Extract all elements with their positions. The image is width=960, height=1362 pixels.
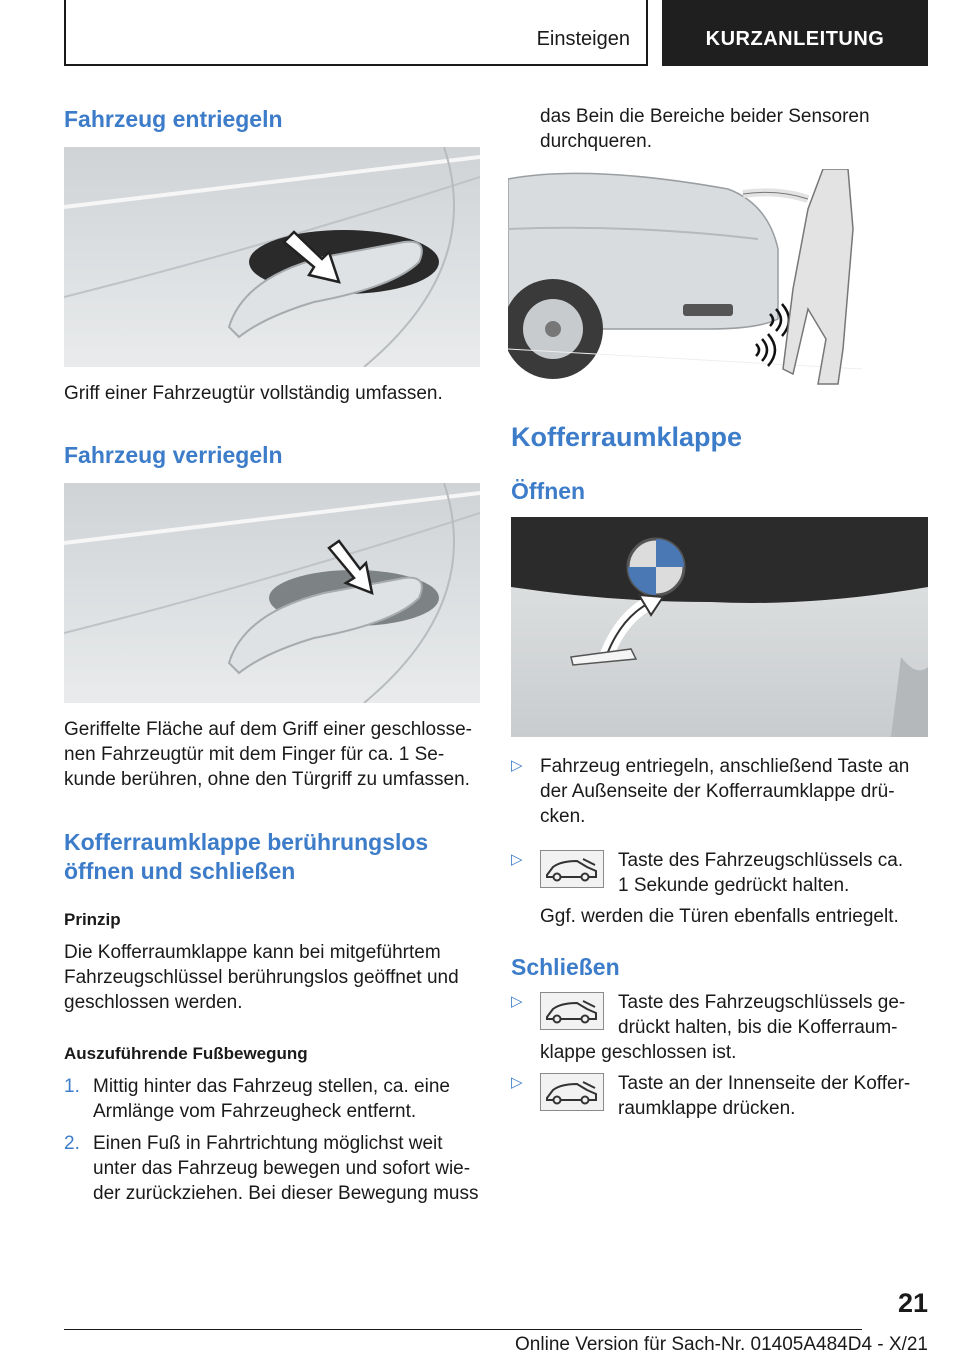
footer-divider	[64, 1329, 862, 1330]
principle-line-1: Die Kofferraumklappe kann bei mitgeführtem	[64, 942, 441, 963]
heading-close: Schließen	[511, 954, 620, 980]
heading-foot-movement: Auszuführende Fußbewegung	[64, 1044, 308, 1063]
list-item	[64, 1074, 480, 1124]
car-key-trunk-icon	[540, 1073, 604, 1111]
footer-online-version-link[interactable]: Online Version für Sach-Nr. 01405A484D4 - X/21	[515, 1334, 928, 1355]
heading-principle: Prinzip	[64, 910, 121, 929]
open-item-line: 1 Sekunde gedrückt halten.	[618, 875, 850, 896]
close-item-line: Taste an der Innenseite der Koffer-	[618, 1073, 911, 1094]
list-item	[64, 1131, 480, 1206]
step-line: unter das Fahrzeug bewegen und sofort wie-	[93, 1158, 471, 1179]
page-header	[64, 0, 928, 66]
step-line: der zurückziehen. Bei dieser Bewegung muss	[93, 1183, 479, 1204]
step-number: 1.	[64, 1076, 80, 1097]
principle-line-2: Fahrzeugschlüssel berührungslos geöffnet und	[64, 967, 459, 988]
heading-contactless-line-2: öffnen und schließen	[64, 858, 296, 884]
close-item-line: klappe geschlossen ist.	[540, 1042, 737, 1063]
open-item-line: Fahrzeug entriegeln, anschließend Taste an	[540, 756, 910, 777]
close-item-line: raumklappe drücken.	[618, 1098, 796, 1119]
header-section-box	[64, 0, 648, 66]
header-chapter-tab: KURZANLEITUNG	[662, 0, 928, 66]
list-item	[511, 990, 928, 1065]
list-marker-icon: ▷	[511, 993, 523, 1010]
continued-line-2: durchqueren.	[540, 131, 652, 152]
page-number: 21	[897, 1288, 928, 1318]
header-section-title: Einsteigen	[536, 28, 630, 50]
principle-line-3: geschlossen werden.	[64, 992, 243, 1013]
list-item	[511, 1071, 928, 1121]
foot-steps-list	[64, 1074, 480, 1206]
step-number: 2.	[64, 1133, 80, 1154]
open-item-line: der Außenseite der Kofferraumklappe drü-	[540, 781, 895, 802]
close-item-line: Taste des Fahrzeugschlüssels ge-	[618, 992, 906, 1013]
open-note: Ggf. werden die Türen ebenfalls entriegelt.	[540, 906, 899, 927]
lock-text-line-1: Geriffelte Fläche auf dem Griff einer geschlosse-	[64, 719, 472, 740]
continued-line-1: das Bein die Bereiche beider Sensoren	[540, 106, 870, 127]
step-line: Armlänge vom Fahrzeugheck entfernt.	[93, 1101, 417, 1122]
list-item	[511, 754, 928, 834]
lock-text-line-2: nen Fahrzeugtür mit dem Finger für ca. 1 Se-	[64, 744, 445, 765]
list-marker-icon: ▷	[511, 757, 523, 774]
list-marker-icon: ▷	[511, 851, 523, 868]
trunk-button-image	[511, 517, 928, 737]
door-handle-lock-image	[64, 483, 480, 703]
heading-contactless-line-1: Kofferraumklappe berührungslos	[64, 829, 429, 855]
lock-text-line-3: kunde berühren, ohne den Türgriff zu umfassen.	[64, 769, 470, 790]
car-key-trunk-icon	[540, 992, 604, 1030]
rear-sensor-kick-image	[508, 169, 862, 389]
close-item-line: drückt halten, bis die Kofferraum-	[618, 1017, 898, 1038]
car-key-trunk-icon	[540, 850, 604, 888]
step-line: Mittig hinter das Fahrzeug stellen, ca. eine	[93, 1076, 450, 1097]
door-handle-unlock-image	[64, 147, 480, 367]
list-item	[511, 848, 928, 898]
heading-open: Öffnen	[511, 478, 586, 504]
step-line: Einen Fuß in Fahrtrichtung möglichst weit	[93, 1133, 443, 1154]
heading-trunk-lid: Kofferraumklappe	[511, 422, 743, 452]
heading-lock: Fahrzeug verriegeln	[64, 442, 283, 468]
list-marker-icon: ▷	[511, 1074, 523, 1091]
open-item-line: Taste des Fahrzeugschlüssels ca.	[618, 850, 904, 871]
heading-unlock: Fahrzeug entriegeln	[64, 106, 283, 132]
open-item-line: cken.	[540, 806, 586, 827]
unlock-text: Griff einer Fahrzeugtür vollständig umfassen.	[64, 383, 443, 404]
